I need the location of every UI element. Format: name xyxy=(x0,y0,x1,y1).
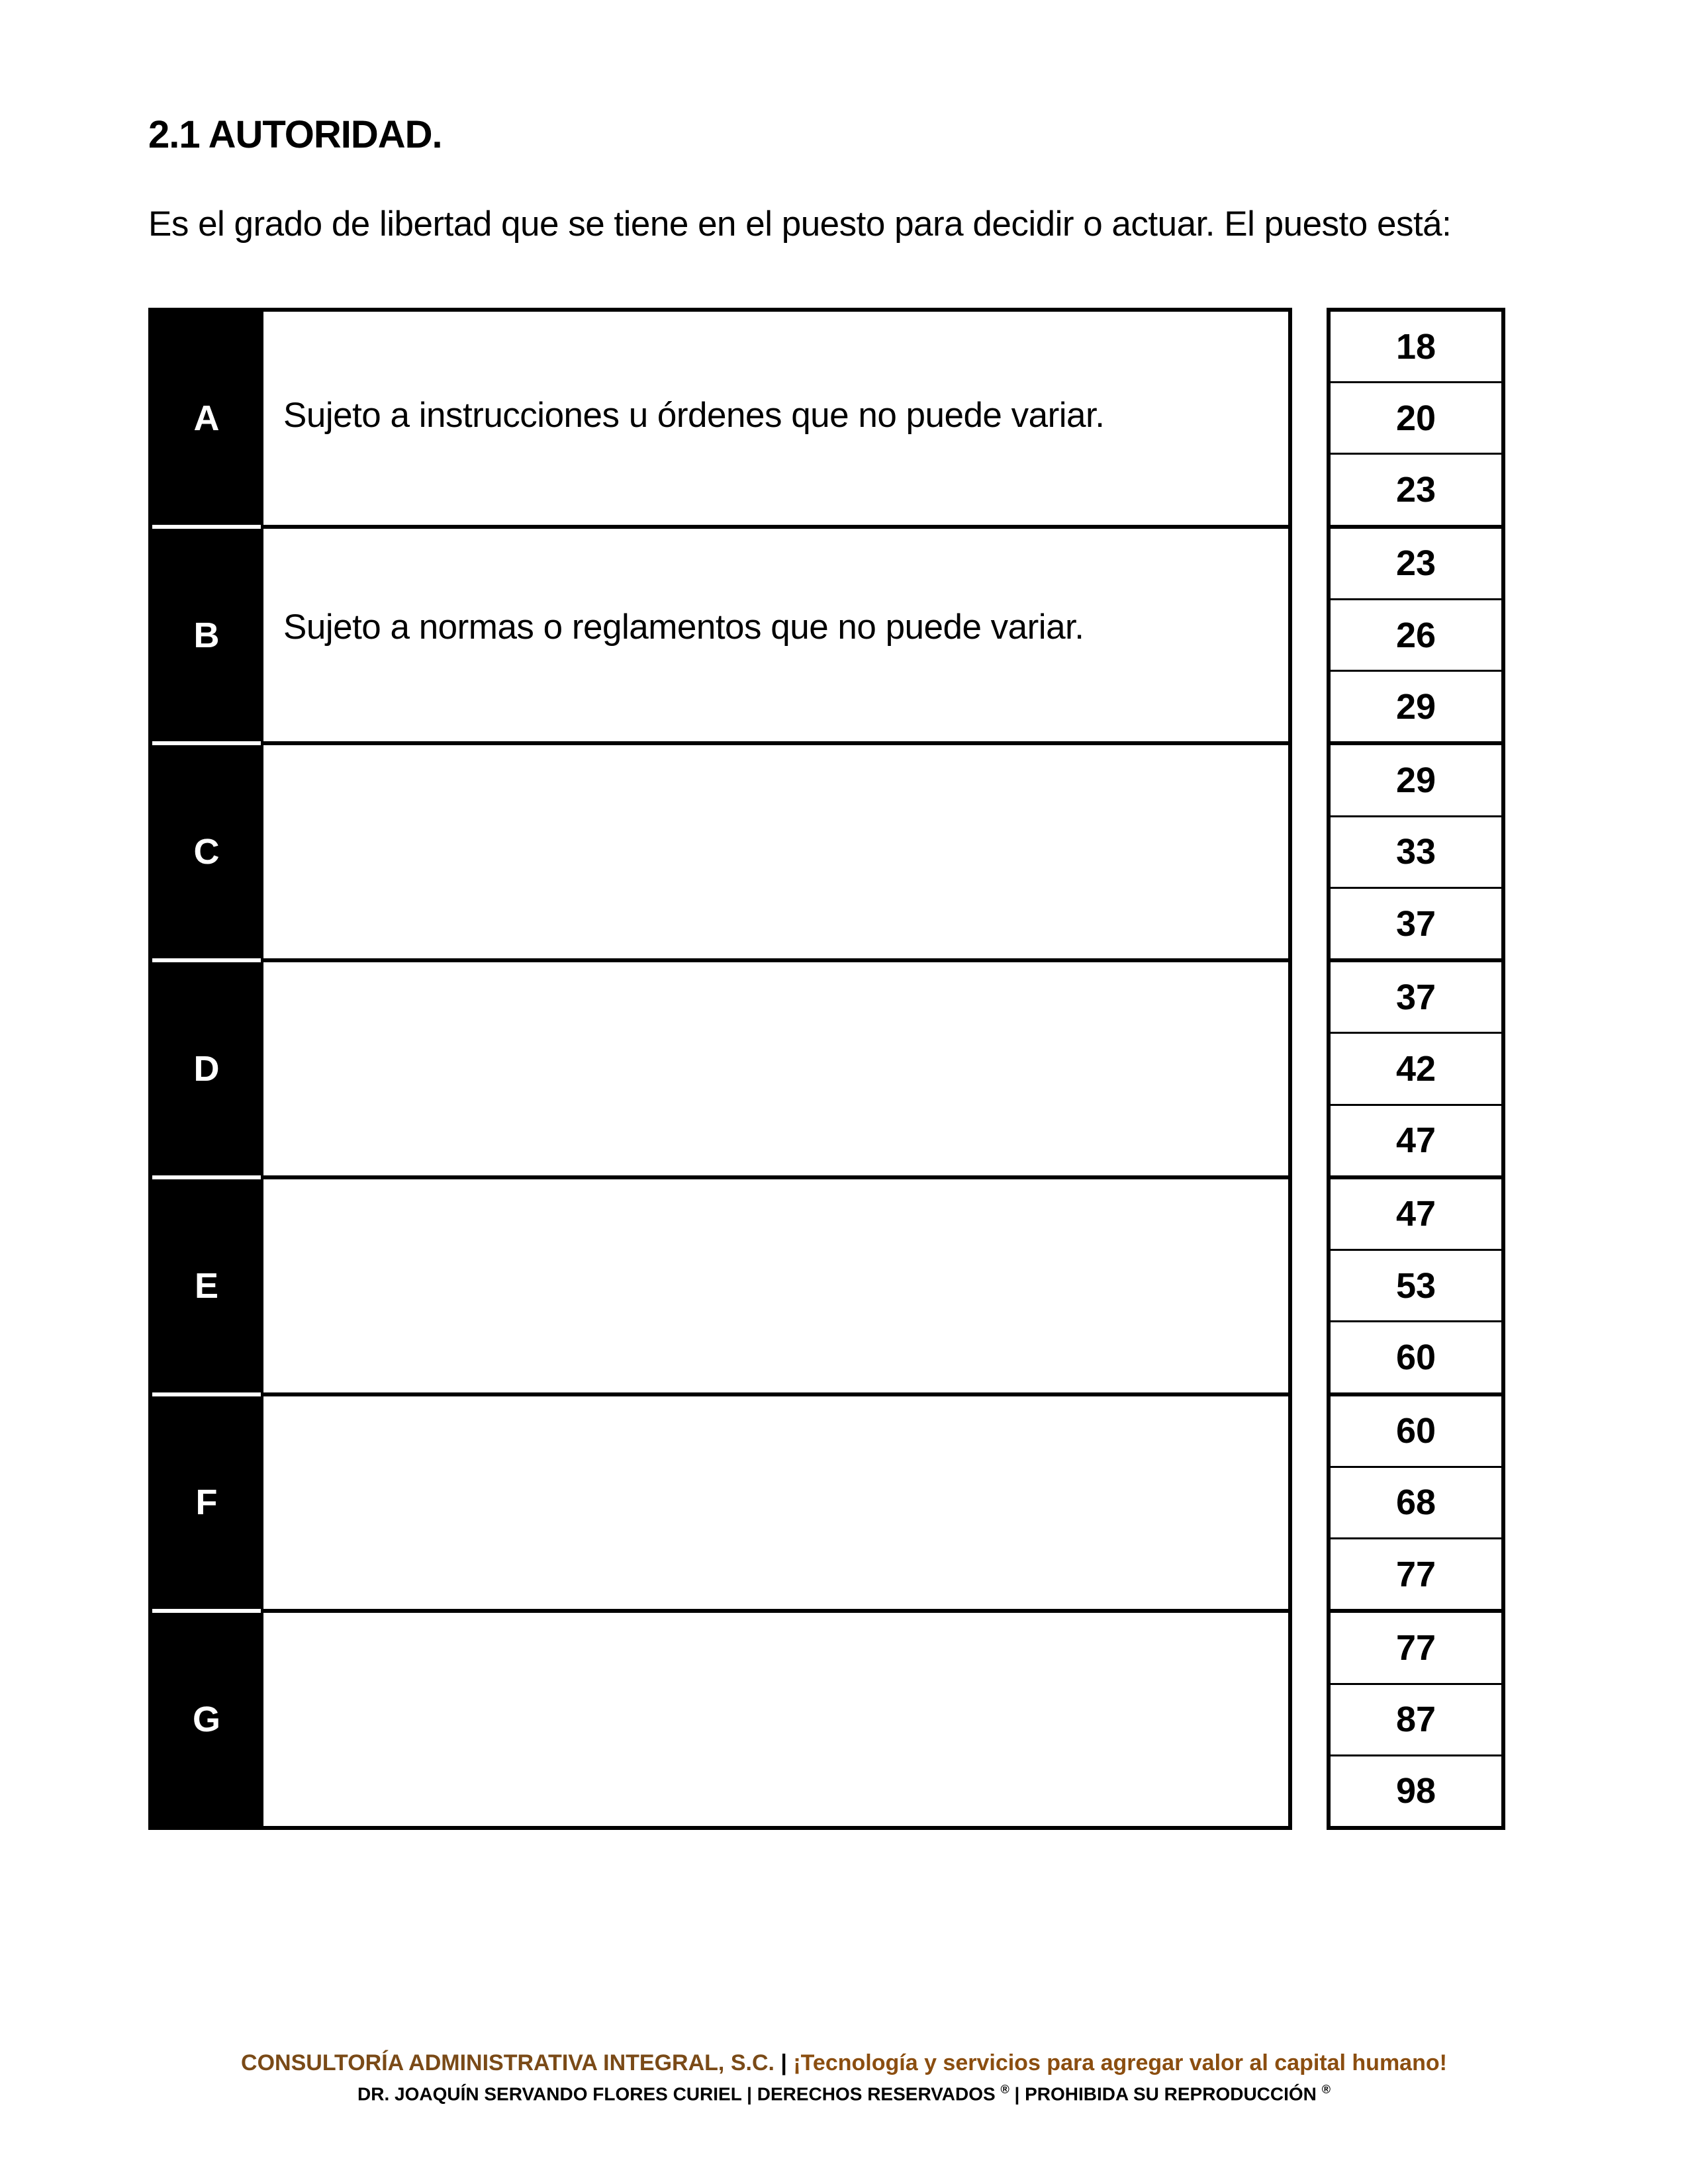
level-description xyxy=(263,962,1288,1175)
level-letter: C xyxy=(152,745,263,958)
footer-company: CONSULTORÍA ADMINISTRATIVA INTEGRAL, S.C. xyxy=(241,2050,774,2075)
section-intro: Es el grado de libertad que se tiene en el puesto para decidir o actuar. El puesto está: xyxy=(148,205,1452,244)
score-cell: 29 xyxy=(1331,670,1501,741)
score-cell: 37 xyxy=(1331,887,1501,958)
level-row-g xyxy=(152,1609,1288,1826)
level-letter: E xyxy=(152,1179,263,1392)
page-footer xyxy=(0,2050,1688,2105)
level-description xyxy=(263,1179,1288,1392)
level-letter: D xyxy=(152,962,263,1175)
score-cell: 47 xyxy=(1395,1194,1436,1234)
level-row-a xyxy=(152,312,1288,525)
score-cell: 60 xyxy=(1395,1411,1436,1451)
footer-author: DR. JOAQUÍN SERVANDO FLORES CURIEL xyxy=(357,2083,742,2105)
footer-rights: DERECHOS RESERVADOS xyxy=(757,2083,996,2105)
registered-mark: ® xyxy=(1321,2083,1331,2096)
level-row-e xyxy=(152,1175,1288,1392)
score-group-b xyxy=(1331,525,1501,742)
score-cell: 87 xyxy=(1331,1683,1501,1754)
scores-column xyxy=(1327,308,1505,1830)
score-cell: 60 xyxy=(1331,1320,1501,1392)
footer-slogan: ¡Tecnología y servicios para agregar valor al capital humano! xyxy=(793,2050,1447,2075)
footer-company-line xyxy=(0,2050,1688,2076)
footer-separator: | xyxy=(747,2083,752,2105)
level-row-c xyxy=(152,741,1288,958)
footer-separator: | xyxy=(780,2050,787,2075)
level-letter: A xyxy=(152,312,263,525)
score-group-f xyxy=(1331,1392,1501,1610)
score-cell: 20 xyxy=(1331,381,1501,453)
score-cell: 77 xyxy=(1331,1537,1501,1609)
score-cell: 23 xyxy=(1395,543,1436,584)
level-row-d xyxy=(152,958,1288,1175)
level-description xyxy=(263,745,1288,958)
score-group-a xyxy=(1331,312,1501,525)
level-letter: F xyxy=(152,1396,263,1610)
level-description: Sujeto a instrucciones u órdenes que no puede variar. xyxy=(283,396,1105,435)
level-description xyxy=(263,1396,1288,1610)
score-cell: 23 xyxy=(1331,453,1501,524)
footer-rights-line xyxy=(0,2083,1688,2105)
score-cell: 18 xyxy=(1395,326,1436,367)
score-cell: 37 xyxy=(1395,977,1436,1017)
score-group-c xyxy=(1331,741,1501,958)
score-group-e xyxy=(1331,1175,1501,1392)
level-row-b xyxy=(152,525,1288,742)
score-cell: 53 xyxy=(1331,1249,1501,1320)
score-cell: 68 xyxy=(1331,1466,1501,1537)
level-row-f xyxy=(152,1392,1288,1610)
score-group-d xyxy=(1331,958,1501,1175)
registered-mark: ® xyxy=(1000,2083,1009,2096)
footer-prohibited: PROHIBIDA SU REPRODUCCIÓN xyxy=(1025,2083,1317,2105)
section-title: 2.1 AUTORIDAD. xyxy=(148,113,442,156)
score-cell: 26 xyxy=(1331,598,1501,670)
score-cell: 77 xyxy=(1395,1627,1436,1668)
footer-separator: | xyxy=(1014,2083,1020,2105)
levels-table xyxy=(148,308,1292,1830)
level-letter: G xyxy=(152,1613,263,1826)
score-cell: 42 xyxy=(1331,1032,1501,1103)
score-cell: 29 xyxy=(1395,760,1436,801)
score-cell: 98 xyxy=(1331,1754,1501,1826)
level-description xyxy=(263,1613,1288,1826)
score-cell: 33 xyxy=(1331,815,1501,887)
level-letter: B xyxy=(152,529,263,742)
level-description: Sujeto a normas o reglamentos que no puede variar. xyxy=(283,607,1084,647)
score-group-g xyxy=(1331,1609,1501,1826)
score-cell: 47 xyxy=(1331,1104,1501,1175)
